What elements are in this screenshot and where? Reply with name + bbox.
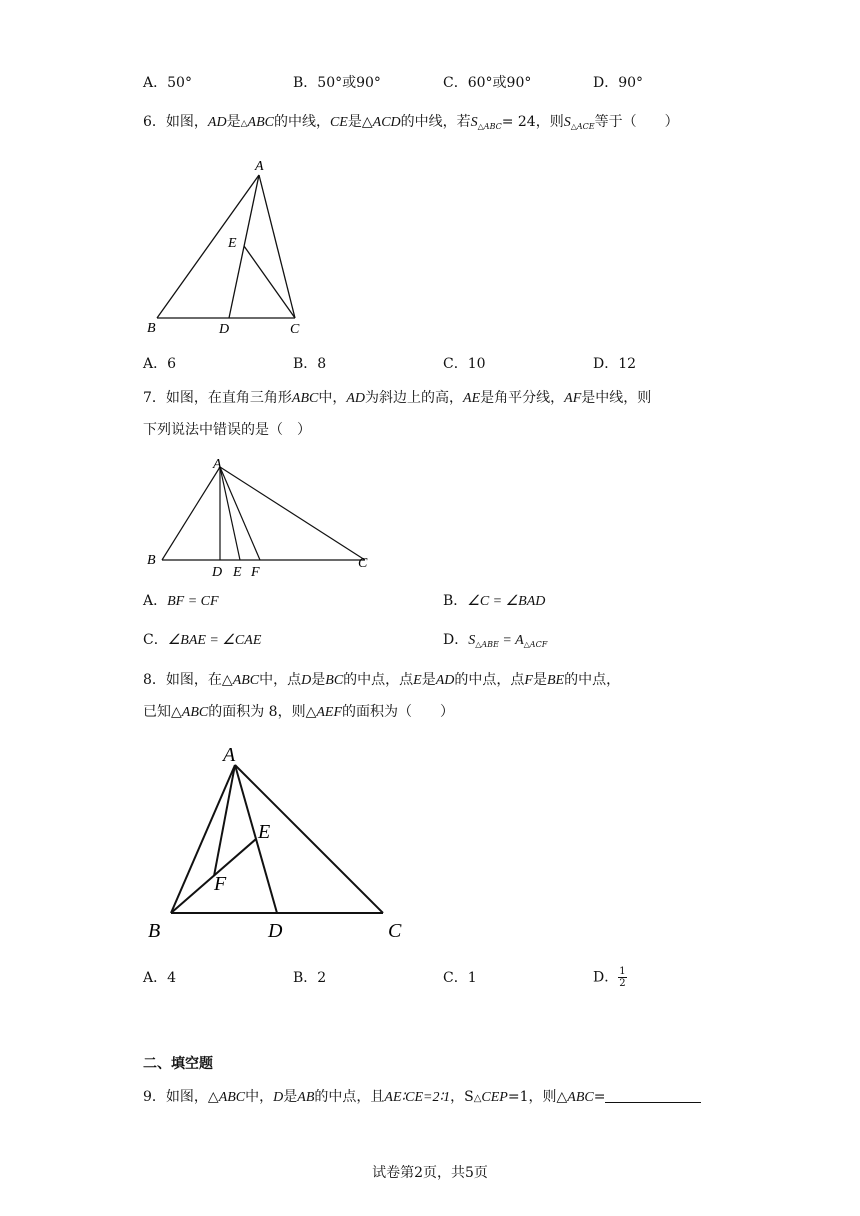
q6-option-b: B．8	[293, 356, 327, 372]
q6-label-d: D	[219, 322, 230, 337]
page-footer: 试卷第2页，共5页	[372, 1165, 488, 1181]
q8-option-c: C．1	[443, 970, 477, 986]
q8-figure	[140, 740, 420, 950]
section-title-fill-in: 二、填空题	[143, 1056, 213, 1072]
q9-stem: 9．如图，△ABC中，D是AB的中点，且AE∶CE=2∶1，S△CEP=1，则△ABC=	[143, 1087, 701, 1109]
q8-label-b: B	[148, 920, 161, 942]
q6-label-b: B	[147, 321, 156, 336]
q6-option-c: C．10	[443, 356, 486, 372]
q7-label-c: C	[358, 556, 368, 571]
q6-label-e: E	[228, 236, 237, 251]
q7-option-b: B．∠C = ∠BAD	[443, 593, 546, 609]
q7-label-a: A	[213, 457, 222, 472]
q7-label-d: D	[212, 565, 223, 580]
q8-stem-line1: 8．如图，在△ABC中，点D是BC的中点，点E是AD的中点，点F是BE的中点，	[143, 672, 621, 688]
q6-stem: 6．如图，AD是△ABC的中线，CE是△ACD的中线，若$S_{\triangle ABC}= 24$，则$S_{\triangle ACE}$等于（ ）	[143, 114, 679, 131]
q7-option-d: D．$S_{\triangle ABE} = A_{\triangle ACF}$	[443, 632, 548, 649]
q6-figure	[140, 150, 320, 340]
q7-figure	[140, 450, 380, 580]
q7-option-c: C．∠BAE = ∠CAE	[143, 632, 262, 648]
q5-option-b: B．50°或90°	[293, 75, 381, 91]
q5-option-c: C．60°或90°	[443, 75, 532, 91]
q7-option-a: A．BF = CF	[143, 593, 219, 609]
q8-label-d: D	[268, 920, 283, 942]
q8-option-d: D． $\frac{1}{2}$	[593, 966, 626, 989]
q5-option-a: A．50°	[143, 75, 192, 91]
q7-stem-line2: 下列说法中错误的是（ ）	[143, 422, 311, 438]
q7-label-f: F	[251, 565, 260, 580]
q6-label-c: C	[290, 322, 300, 337]
q5-option-d: D．90°	[593, 75, 644, 91]
q8-option-a: A．4	[143, 970, 177, 986]
q7-stem-line1: 7．如图，在直角三角形ABC中，AD为斜边上的高，AE是角平分线，AF是中线，则	[143, 390, 652, 406]
q6-option-a: A．6	[143, 356, 177, 372]
q8-label-e: E	[258, 821, 271, 843]
q8-option-b: B．2	[293, 970, 327, 986]
q7-label-b: B	[147, 553, 156, 568]
q8-label-f: F	[214, 873, 227, 895]
q8-label-c: C	[388, 920, 402, 942]
q8-stem-line2: 已知△ABC的面积为 8，则△AEF的面积为（ ）	[143, 704, 455, 720]
q9-answer-blank[interactable]	[605, 1088, 701, 1103]
q6-option-d: D．12	[593, 356, 637, 372]
q6-label-a: A	[255, 159, 264, 174]
fraction-one-half: $\frac{1}{2}$	[619, 966, 626, 989]
q8-label-a: A	[223, 744, 236, 766]
q7-label-e: E	[233, 565, 242, 580]
